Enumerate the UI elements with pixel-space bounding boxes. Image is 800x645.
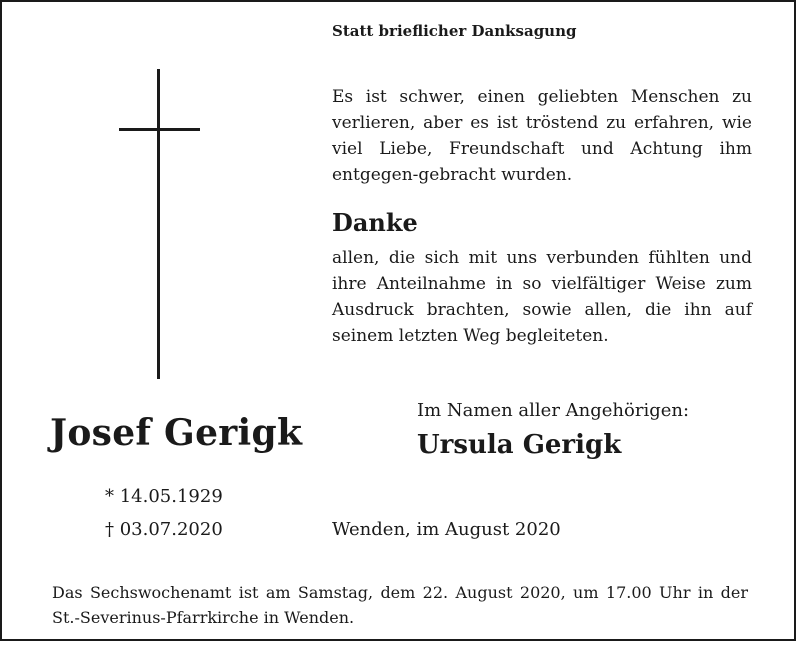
header-text: Statt brieflicher Danksagung: [332, 22, 577, 40]
signer-name: Ursula Gerigk: [417, 430, 622, 460]
deceased-name: Josef Gerigk: [50, 412, 303, 454]
intro-paragraph: Es ist schwer, einen geliebten Menschen zu verlieren, aber es ist tröstend zu erfahren, wie viel Liebe, Freundschaft und Achtung ihm entgegen-gebracht wurden.: [332, 87, 752, 185]
danke-heading: Danke: [332, 208, 418, 237]
footer-text: [52, 580, 748, 630]
place-date: Wenden, im August 2020: [332, 519, 561, 540]
footer-line-2: St.-Severinus-Pfarrkirche in Wenden.: [52, 608, 355, 627]
cross-icon-bar: [119, 128, 200, 131]
cross-icon: [157, 69, 160, 379]
on-behalf-text: Im Namen aller Angehörigen:: [417, 400, 690, 421]
footer-line-1: Das Sechswochenamt ist am Samstag, dem 22. August 2020, um 17.00 Uhr in der: [52, 583, 748, 602]
birth-date: * 14.05.1929: [105, 486, 223, 507]
death-date: † 03.07.2020: [105, 519, 223, 540]
thanks-paragraph: allen, die sich mit uns verbunden fühlten und ihre Anteilnahme in so vielfältiger Weise zum Ausdruck brachten, sowie allen, die ihn auf seinem letzten Weg begleiteten.: [332, 248, 752, 346]
